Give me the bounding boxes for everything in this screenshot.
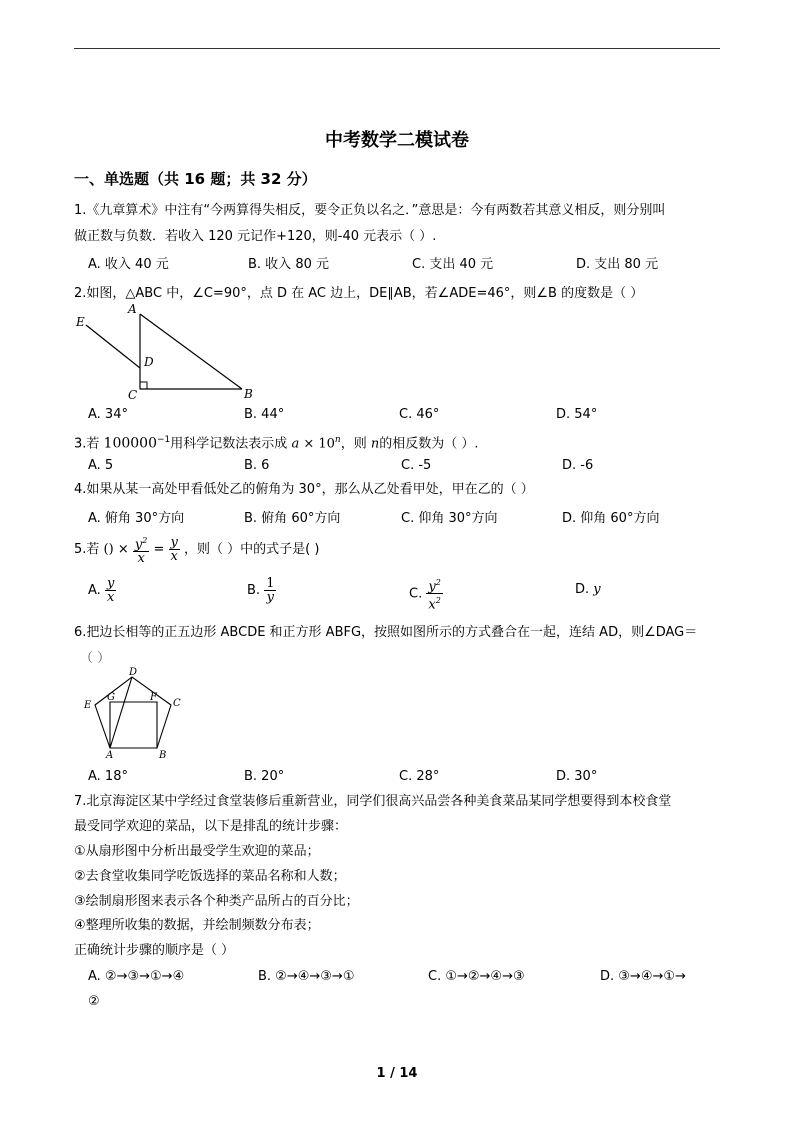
q6-label-g: G [107, 692, 115, 703]
q2-option-d: D. 54° [556, 407, 598, 422]
q6-label-b: B [159, 750, 167, 760]
q3-option-a: A. 5 [88, 458, 114, 473]
q3-sci-n: n [334, 435, 341, 445]
q5-eq: = [153, 542, 165, 558]
q4-option-d: D. 仰角 60°方向 [562, 511, 660, 526]
q3-prefix: 3.若 [74, 436, 100, 452]
header-rule [74, 48, 720, 49]
q5-fraction-2 [169, 536, 180, 563]
q2-label-a: A [128, 302, 137, 316]
q4-text: 4.如果从某一高处甲看低处乙的俯角为 30°，那么从乙处看甲处，甲在乙的（ ） [74, 482, 534, 497]
q3-text [74, 432, 479, 452]
q5-option-b [247, 576, 276, 606]
q5-option-d [575, 582, 601, 597]
q5-times: × [117, 542, 129, 558]
q7-step-1: ①从扇形图中分析出最受学生欢迎的菜品； [74, 844, 320, 859]
q1-option-d: D. 支出 80 元 [576, 257, 659, 272]
q3-base: 100000 [103, 435, 157, 452]
q6-option-b: B. 20° [244, 769, 285, 784]
q5-option-a-fraction [105, 577, 116, 604]
q3-suffix: 的相反数为（ ）. [379, 436, 479, 452]
q3-mid: 用科学记数法表示成 [170, 436, 288, 452]
q5-f1-num: $y^2$ [134, 536, 148, 553]
q7-option-a: A. ②→③→①→④ [88, 969, 185, 984]
page-title: 中考数学二模试卷 [325, 130, 469, 151]
section-heading: 一、单选题（共 16 题；共 32 分） [74, 170, 317, 188]
q3-mid2: ，则 [340, 436, 367, 452]
q7-text-line1: 7.北京海淀区某中学经过食堂装修后重新营业，同学们很高兴品尝各种美食菜品某同学想要得到本校食堂 [74, 794, 672, 809]
q5-option-d-value: y [593, 582, 601, 597]
q1-text-line2: 做正数与负数．若收入 120 元记作+120，则-40 元表示（ ）. [74, 229, 437, 244]
q5-option-a-label: A. [88, 583, 101, 598]
q5-option-c-fraction [426, 576, 442, 612]
q5-option-b-fraction [264, 577, 276, 604]
q3-option-c: C. -5 [401, 458, 432, 473]
q5-fraction-1 [133, 534, 149, 565]
q6-label-e: E [84, 700, 92, 711]
q3-option-b: B. 6 [244, 458, 270, 473]
q5-option-c-label: C. [409, 586, 423, 602]
q1-option-a: A. 收入 40 元 [88, 257, 169, 272]
q6-option-c: C. 28° [399, 769, 440, 784]
q7-ask: 正确统计步骤的顺序是（ ） [74, 943, 235, 958]
q6-text-line2: （ ） [80, 651, 111, 666]
q2-label-d: D [144, 355, 154, 369]
q5-option-c-den: $x^2$ [428, 596, 441, 613]
q2-label-e: E [76, 315, 85, 329]
q3-sci-a: a [291, 436, 300, 452]
q6-option-a: A. 18° [88, 769, 128, 784]
q1-text-line1: 1.《九章算术》中注有“今两算得失相反，要令正负以名之．”意思是：今有两数若其意义相反，则分别叫 [74, 203, 666, 218]
q5-f1-den: x [137, 551, 145, 567]
q5-f2-num: y [170, 535, 178, 551]
q7-step-4: ④整理所收集的数据，并绘制频数分布表； [74, 918, 320, 933]
q3-exp: −1 [157, 435, 171, 445]
q1-option-b: B. 收入 80 元 [248, 257, 329, 272]
q6-option-d: D. 30° [556, 769, 598, 784]
q7-step-3: ③绘制扇形图来表示各个种类产品所占的百分比； [74, 894, 359, 909]
q7-option-b: B. ②→④→③→① [258, 969, 355, 984]
q5-option-b-label: B. [247, 583, 261, 598]
q3-n: n [370, 436, 380, 452]
q7-text-line2: 最受同学欢迎的菜品，以下是排乱的统计步骤： [74, 819, 348, 834]
q7-option-d-continued: ② [88, 994, 100, 1009]
q2-triangle-figure [74, 300, 264, 404]
q5-f2-den: x [170, 549, 178, 565]
q4-option-c: C. 仰角 30°方向 [401, 511, 498, 526]
q6-label-a: A [106, 750, 114, 760]
q5-option-a [88, 576, 116, 606]
q3-sci-times: × 10 [299, 436, 335, 452]
q7-option-c: C. ①→②→④→③ [428, 969, 525, 984]
q2-label-b: B [244, 387, 253, 401]
q5-option-c-num: $y^2$ [428, 578, 441, 595]
q7-option-d: D. ③→④→①→ [600, 969, 686, 984]
q4-option-a: A. 俯角 30°方向 [88, 511, 185, 526]
q5-option-a-den: x [106, 590, 115, 605]
q5-text [74, 534, 319, 565]
q6-pentagon-figure [80, 665, 190, 760]
q5-paren: () [103, 542, 114, 558]
q3-option-d: D. -6 [562, 458, 594, 473]
q1-option-c: C. 支出 40 元 [412, 257, 494, 272]
q7-step-2: ②去食堂收集同学吃饭选择的菜品名称和人数； [74, 869, 346, 884]
q4-option-b: B. 俯角 60°方向 [244, 511, 341, 526]
q6-label-c: C [173, 698, 181, 709]
q2-text: 2.如图，△ABC 中，∠C=90°，点 D 在 AC 边上，DE∥AB，若∠ADE=46°，则∠B 的度数是（ ） [74, 286, 644, 301]
q5-prefix: 5.若 [74, 542, 100, 558]
q2-label-c: C [128, 388, 138, 402]
q5-option-a-num: y [106, 576, 115, 591]
q5-option-d-label: D. [575, 582, 590, 597]
q6-text-line1: 6.把边长相等的正五边形 ABCDE 和正方形 ABFG，按照如图所示的方式叠合在一起，连结 AD，则∠DAG＝ [74, 625, 698, 640]
q2-option-c: C. 46° [399, 407, 440, 422]
q2-option-a: A. 34° [88, 407, 128, 422]
q5-option-b-den: y [266, 590, 275, 605]
q6-label-f: F [150, 692, 157, 703]
q6-label-d: D [129, 667, 138, 678]
q5-option-c [409, 576, 443, 612]
q2-option-b: B. 44° [244, 407, 285, 422]
q5-option-b-num: 1 [266, 576, 275, 591]
page-number: 1 / 14 [376, 1066, 418, 1081]
q5-suffix: ，则（ ）中的式子是( ) [184, 542, 320, 558]
